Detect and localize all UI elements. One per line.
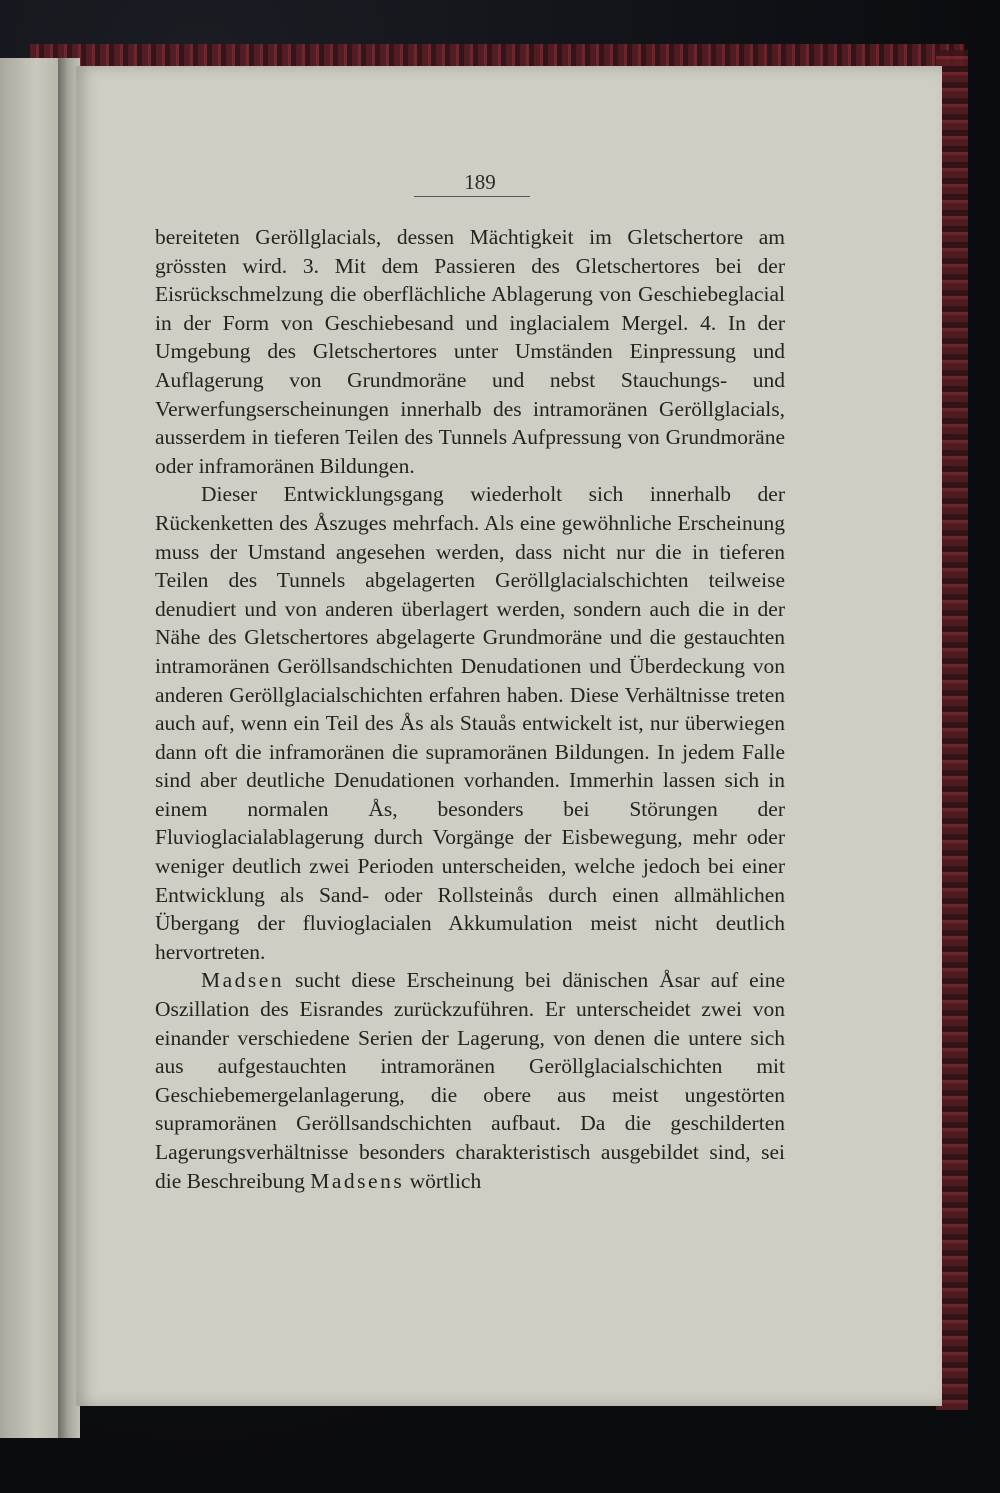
- paragraph-2: [155, 480, 785, 966]
- paragraph-text: bereiteten Geröllglacials, dessen Mächtigkeit im Gletschertore am grössten wird. 3. Mit dem Passieren des Gletschertores bei der Eisrückschmelzung die oberflächliche Ablagerung von Geschiebeglacial in der Form von Geschiebesand und inglacialem Mergel. 4. In der Umgebung des Gletschertores unter Umständen Einpressung und Auflagerung von Grundmoräne und nebst Stauchungs- und Verwerfungserscheinungen innerhalb des intramoränen Geröllglacials, ausserdem in tieferen Teilen des Tunnels Aufpressung von Grundmoräne oder inframoränen Bildungen.: [155, 225, 785, 478]
- paragraph-text: Dieser Entwicklungsgang wiederholt sich innerhalb der Rückenketten des Åszuges mehrfach. Als eine gewöhnliche Erscheinung muss der Umstand angesehen werden, dass nicht nur die in tieferen Teilen des Tunnels abgelagerten Geröllglacialschichten teilweise denudiert und von anderen überlagert werden, sondern auch die in der Nähe des Gletschertores abgelagerte Grundmoräne und die gestauchten intramoränen Geröllsandschichten Denudationen und Überdeckung von anderen Geröllglacialschichten erfahren haben. Diese Verhältnisse treten auch auf, wenn ein Teil des Ås als Stauås entwickelt ist, nur überwiegen dann oft die inframoränen die supramoränen Bildungen. In jedem Falle sind aber deutliche Denudationen vorhanden. Immerhin lassen sich in einem normalen Ås, besonders bei Störungen der Fluvioglacialablagerung durch Vorgänge der Eisbewegung, mehr oder weniger deutlich zwei Perioden unterscheiden, welche jedoch bei einer Entwicklung als Sand- oder Rollsteinås durch einen allmählichen Übergang der fluvioglacialen Akkumulation meist nicht deutlich hervortreten.: [155, 482, 785, 964]
- author-name-spaced: Madsen: [201, 968, 285, 993]
- paragraph-3: [155, 966, 785, 1195]
- page-body-text: [155, 223, 785, 1195]
- paragraph-text: sucht diese Erscheinung bei dänischen Åsar auf eine Oszillation des Eisrandes zurückzuführen. Er unterscheidet zwei von einander verschiedene Serien der Lagerung, von denen die untere sich aus aufgestauchten intramoränen Geröllglacialschichten mit Geschiebemergelanlagerung, die obere aus meist ungestörten supramoränen Geröllsandschichten aufbaut. Da die geschilderten Lagerungsverhältnisse besonders charakteristisch ausgebildet sind, sei die Beschreibung: [155, 968, 785, 1193]
- paragraph-1: [155, 223, 785, 480]
- page-number: 189: [464, 170, 496, 194]
- header-rule: [414, 196, 530, 197]
- cover-edge-top: [30, 44, 965, 66]
- author-name-spaced: Madsens: [310, 1168, 405, 1193]
- previous-page-edge: [0, 58, 60, 1438]
- paragraph-text: wörtlich: [404, 1168, 482, 1193]
